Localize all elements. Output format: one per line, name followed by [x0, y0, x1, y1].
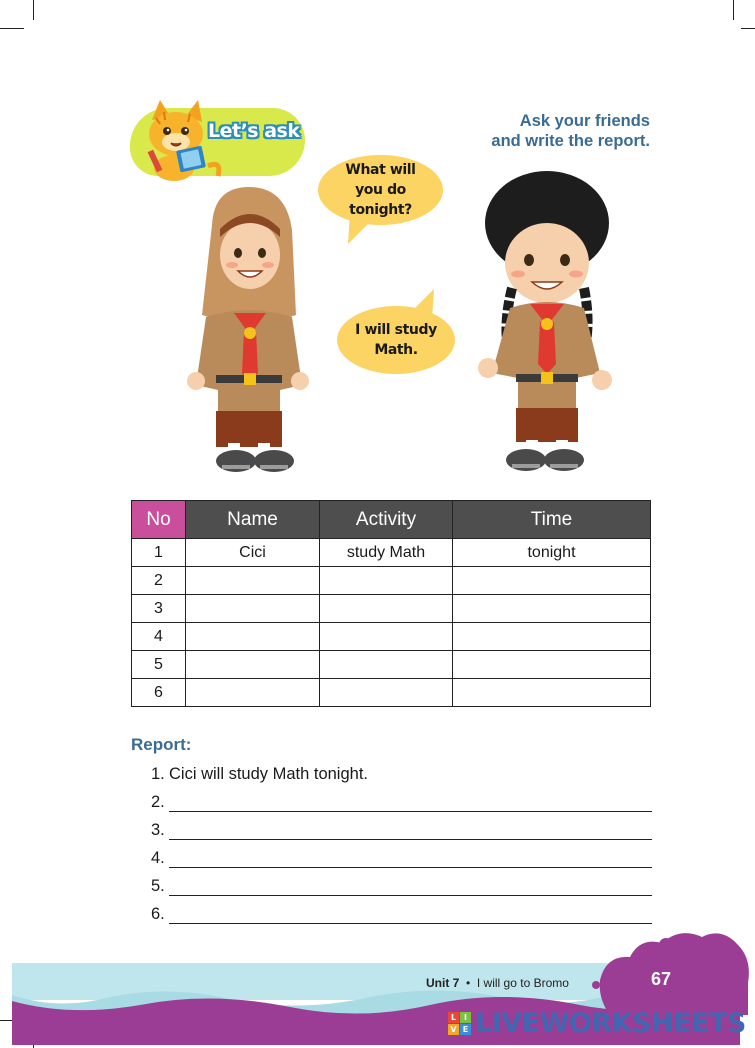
- crop-mark: [741, 28, 755, 29]
- column-header-time: Time: [453, 501, 651, 539]
- report-line-number: 4.: [151, 849, 165, 867]
- report-line-number: 3.: [151, 821, 165, 839]
- row-number: 4: [132, 623, 186, 651]
- instruction-line: and write the report.: [491, 132, 650, 150]
- name-cell[interactable]: [186, 651, 320, 679]
- report-line-number: 2.: [151, 793, 165, 811]
- page-number: 67: [651, 969, 672, 989]
- report-line: [151, 818, 652, 840]
- report-line-number: 5.: [151, 877, 165, 895]
- report-answer-blank[interactable]: [169, 826, 652, 840]
- column-header-no: No: [132, 501, 186, 539]
- row-number: 6: [132, 679, 186, 707]
- logo-tile: V: [448, 1024, 459, 1035]
- time-cell[interactable]: [453, 623, 651, 651]
- time-cell[interactable]: [453, 679, 651, 707]
- badge-label: Let’s ask: [208, 120, 300, 142]
- activity-cell[interactable]: [320, 679, 453, 707]
- table-row: [132, 623, 651, 651]
- report-answer-blank[interactable]: [169, 882, 652, 896]
- time-cell: tonight: [453, 539, 651, 567]
- column-header-activity: Activity: [320, 501, 453, 539]
- report-line-number: 6.: [151, 905, 165, 923]
- table-row: [132, 679, 651, 707]
- footer-unit-info: [426, 976, 569, 990]
- report-line: [151, 790, 652, 812]
- time-cell[interactable]: [453, 567, 651, 595]
- row-number: 3: [132, 595, 186, 623]
- lets-ask-badge: [130, 98, 320, 183]
- activity-cell[interactable]: [320, 567, 453, 595]
- time-cell[interactable]: [453, 651, 651, 679]
- brand-name: LIVEWORKSHEETS: [475, 1008, 746, 1039]
- liveworksheets-logo: [448, 1008, 746, 1039]
- question-text: What will you do tonight?: [345, 162, 416, 218]
- name-cell[interactable]: [186, 567, 320, 595]
- row-number: 1: [132, 539, 186, 567]
- table-row: [132, 567, 651, 595]
- instruction-text: [491, 111, 650, 151]
- activity-cell[interactable]: [320, 651, 453, 679]
- name-cell: Cici: [186, 539, 320, 567]
- table-header-row: [132, 501, 651, 539]
- report-sentence: Cici will study Math tonight.: [169, 765, 368, 783]
- crop-mark: [0, 28, 24, 29]
- report-title: Report:: [131, 735, 192, 754]
- report-line-number: 1.: [151, 765, 165, 783]
- name-cell[interactable]: [186, 679, 320, 707]
- table-row: [132, 595, 651, 623]
- report-line: [151, 902, 652, 924]
- time-cell[interactable]: [453, 595, 651, 623]
- activity-cell: study Math: [320, 539, 453, 567]
- instruction-line: Ask your friends: [519, 112, 650, 130]
- crop-mark: [733, 0, 734, 20]
- column-header-name: Name: [186, 501, 320, 539]
- row-number: 2: [132, 567, 186, 595]
- footer-topic: I will go to Bromo: [476, 976, 569, 990]
- logo-tile: L: [448, 1012, 459, 1023]
- name-cell[interactable]: [186, 623, 320, 651]
- activity-cell[interactable]: [320, 623, 453, 651]
- crop-mark: [33, 0, 34, 20]
- report-answer-blank[interactable]: [169, 854, 652, 868]
- answer-bubble: [337, 306, 455, 374]
- report-line: [151, 874, 652, 896]
- report-answer-blank[interactable]: [169, 910, 652, 924]
- logo-tile: E: [460, 1024, 471, 1035]
- footer-bullet: •: [466, 976, 471, 990]
- girl-hijab-figure: [184, 185, 314, 477]
- footer-unit: Unit 7: [426, 976, 460, 990]
- activity-cell[interactable]: [320, 595, 453, 623]
- logo-tiles-icon: [448, 1012, 471, 1035]
- girl-black-hair-figure: [472, 168, 617, 478]
- answer-text: I will study Math.: [355, 322, 437, 358]
- table-row: [132, 539, 651, 567]
- row-number: 5: [132, 651, 186, 679]
- report-line: [151, 846, 652, 868]
- table-row: [132, 651, 651, 679]
- name-cell[interactable]: [186, 595, 320, 623]
- logo-tile: I: [460, 1012, 471, 1023]
- report-answer-blank[interactable]: [169, 798, 652, 812]
- report-line: [151, 762, 652, 784]
- friends-activity-table: [131, 500, 651, 707]
- question-bubble: [318, 155, 443, 225]
